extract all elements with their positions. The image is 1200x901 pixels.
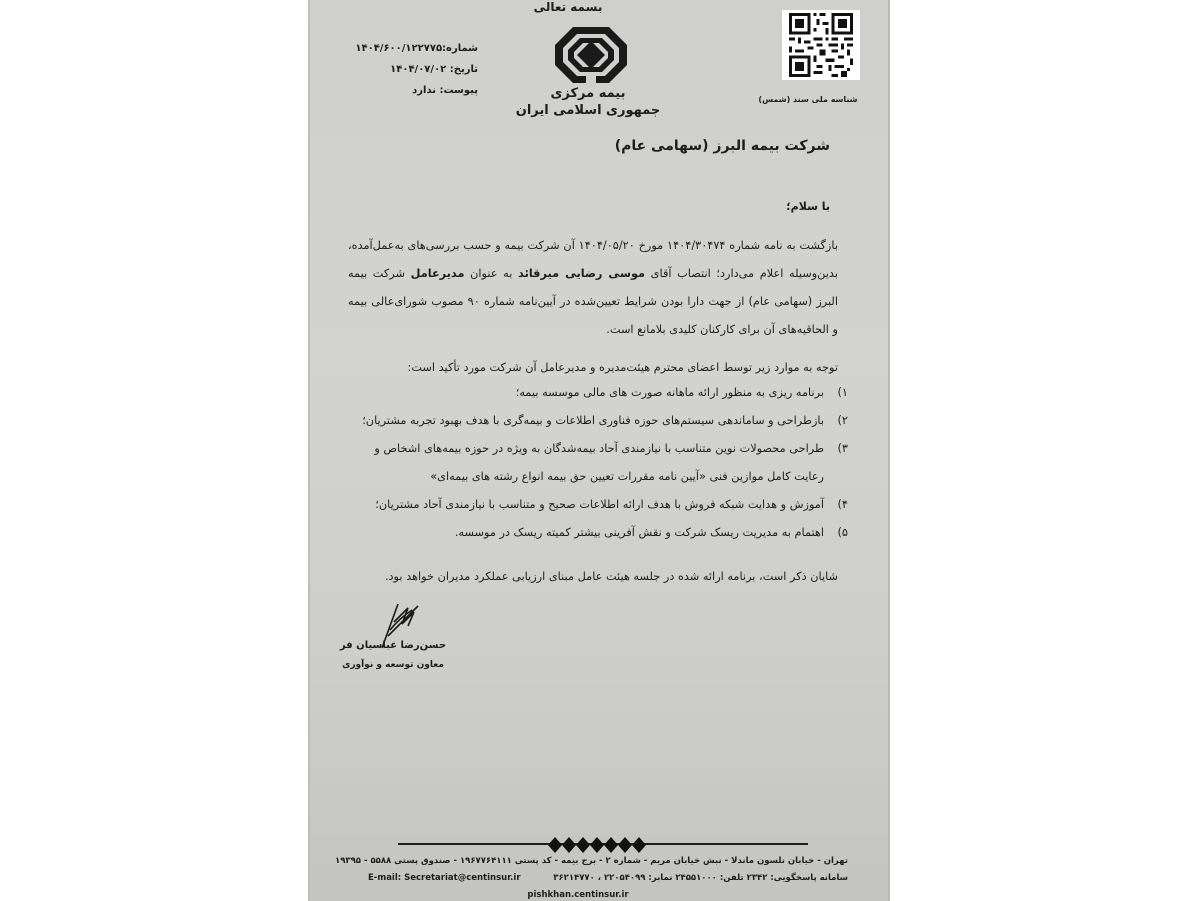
appointee-role: مدیرعامل	[410, 267, 465, 280]
list-item: ۲) بازطراحی و ساماندهی سیستم‌های حوزه فناوری اطلاعات و بیمه‌گری با هدف بهبود تجربه مشتریان؛	[362, 414, 848, 427]
list-item: ۴) آموزش و هدایت شبکه فروش با هدف ارائه اطلاعات صحیح و متناسب با نیازمندی آحاد مشتریان؛	[375, 498, 848, 511]
footer-phones: سامانه پاسخگویی: ۲۳۴۲ تلفن: ۲۴۵۵۱۰۰۰ نمابر: ۲۲۰۵۴۰۹۹ ، ۳۶۲۱۴۷۷۰	[553, 873, 848, 883]
requirements-list	[348, 379, 848, 547]
appointee-name: موسی رضایی میرقائد	[518, 267, 646, 280]
basmala: بسمه تعالی	[533, 0, 603, 14]
footer-email[interactable]: E-mail: Secretariat@centinsur.ir	[368, 873, 521, 883]
letter-date: تاریخ: ۱۴۰۴/۰۷/۰۲	[390, 64, 478, 75]
list-item: ۳) طراحی محصولات نوین متناسب با نیازمندی آحاد بیمه‌شدگان به ویژه در حوزه بیمه‌های اشخاص و رعایت کامل موازین فنی «آیین نامه مقررات تعیین حق بیمه انواع رشته های بیمه‌ای»	[374, 442, 848, 483]
qr-code-icon[interactable]	[782, 10, 860, 80]
qr-label: شناسه ملی سند (شمس)	[758, 95, 858, 104]
closing-paragraph: شایان ذکر است، برنامه ارائه شده در جلسه هیئت عامل مبنای ارزیابی عملکرد مدیران خواهد بود.	[384, 570, 838, 583]
footer-website[interactable]: pishkhan.centinsur.ir	[527, 890, 629, 900]
footer-contact-row	[368, 873, 848, 883]
central-insurance-logo-icon	[553, 25, 629, 85]
signatory-title: معاون توسعه و نوآوری	[342, 660, 444, 670]
list-item: ۵) اهتمام به مدیریت ریسک شرکت و نقش آفرینی بیشتر کمیته ریسک در موسسه.	[454, 526, 848, 539]
footer-address: تهران - خیابان نلسون ماندلا - نبش خیابان مریم - شماره ۲ - برج بیمه - کد پستی ۱۹۶۷۷۶۴۱۱۱ - صندوق پستی ۵۵۸۸ - ۱۹۳۹۵	[335, 856, 848, 866]
signatory-name: حسن‌رضا عباسیان فر	[339, 640, 447, 651]
letter-page	[308, 0, 890, 901]
intro-paragraph: توجه به موارد زیر توسط اعضای محترم هیئت‌مدیره و مدیرعامل آن شرکت مورد تأکید است:	[407, 361, 838, 374]
recipient: شرکت بیمه البرز (سهامی عام)	[614, 138, 830, 154]
main-paragraph: بازگشت به نامه شماره ۱۴۰۴/۳۰۴۷۴ مورخ ۱۴۰۴/۰۵/۲۰ آن شرکت بیمه و حسب بررسی‌های به‌عمل‌آمده، بدین‌وسیله اعلام می‌دارد؛ انتصاب آقای موسی رضایی میرقائد به عنوان مدیرعامل شرکت بیمه البرز (سهامی عام) از جهت دارا بودن شرایط تعیین‌شده در آیین‌نامه شماره ۹۰ مصوب شورای‌عالی بیمه و الحاقیه‌های آن برای کارکنان کلیدی بلامانع است.	[348, 239, 839, 336]
letter-attachment: پیوست: ندارد	[412, 85, 478, 96]
greeting: با سلام؛	[786, 200, 830, 213]
list-item: ۱) برنامه ریزی به منظور ارائه ماهانه صورت های مالی موسسه بیمه؛	[515, 386, 848, 399]
letter-number: شماره:۱۴۰۴/۶۰۰/۱۲۲۷۷۵	[355, 43, 478, 54]
logo-text: بیمه مرکزی جمهوری اسلامی ایران	[515, 86, 661, 118]
letter-meta	[348, 38, 478, 101]
diamond-ornament-icon	[548, 836, 648, 854]
